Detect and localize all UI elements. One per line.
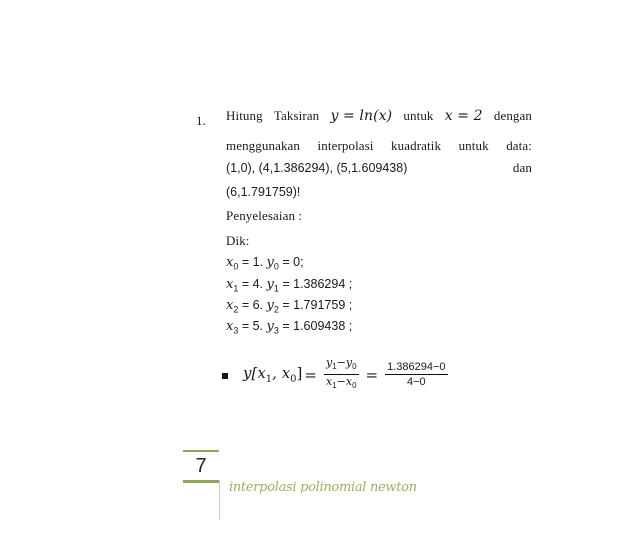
lhs-subscript-1: 1: [265, 374, 273, 386]
fraction-denominator: 4−0: [407, 376, 426, 389]
problem-line-2: [226, 138, 532, 154]
equals-sign: =: [365, 365, 379, 384]
y-symbol: y: [266, 277, 274, 292]
word: data:: [506, 138, 532, 153]
x-value: = 4.: [238, 277, 267, 291]
y-value: = 1.791759 ;: [278, 298, 353, 312]
page-number: 7: [195, 455, 207, 477]
lhs-bracket: ]: [296, 364, 303, 383]
x-symbol: x: [226, 277, 234, 292]
x-value: = 5.: [238, 319, 267, 333]
data-points-text: (1,0), (4,1.386294), (5,1.609438): [226, 161, 408, 175]
x-subscript: 0: [233, 261, 239, 272]
problem-line-3: [226, 160, 532, 176]
x-symbol: x: [226, 298, 234, 313]
y-subscript: 0: [273, 261, 279, 272]
x-symbol: x: [226, 255, 234, 270]
word: menggunakan: [226, 138, 301, 153]
x-subscript: 1: [233, 283, 239, 294]
known-point-3: [226, 318, 352, 336]
word: untuk: [403, 108, 434, 123]
equals-sign: =: [304, 365, 317, 384]
footer-divider: [219, 480, 220, 520]
word: dengan: [493, 108, 532, 123]
page-number-top-rule: [183, 450, 219, 452]
fraction-symbolic: [324, 356, 359, 393]
expression-y-ln-x: y = ln(x): [330, 108, 393, 124]
fraction-numerator: 1.386294−0: [387, 361, 446, 374]
problem-line-4: (6,1.791759)!: [226, 185, 301, 199]
fraction-denominator: [324, 375, 359, 393]
problem-line-1: [226, 108, 532, 124]
footer-title: interpolasi polinomial newton: [229, 480, 417, 495]
solution-label: Penyelesaian :: [226, 208, 303, 223]
den-sub-b: 0: [352, 381, 357, 391]
num-sub-a: 1: [332, 362, 337, 372]
formula-lhs: [243, 364, 302, 385]
y-value: = 0;: [278, 255, 304, 269]
problem-number: 1.: [196, 113, 206, 128]
x-value: = 1.: [238, 255, 267, 269]
lhs-text: y[x: [243, 364, 266, 383]
y-symbol: y: [266, 298, 274, 313]
word: Taksiran: [273, 108, 320, 123]
word: interpolasi: [317, 138, 374, 153]
page-number-bottom-rule: [183, 480, 219, 483]
x-value: = 6.: [238, 298, 267, 312]
known-point-2: [226, 297, 352, 315]
den-var-a: x: [325, 375, 333, 389]
y-symbol: y: [266, 255, 274, 270]
word: kuadratik: [391, 138, 442, 153]
fraction-numerator: [324, 356, 359, 375]
word: Hitung: [226, 108, 263, 123]
num-var-b: −y: [336, 356, 353, 369]
den-var-b: −x: [336, 375, 353, 389]
word: dan: [512, 160, 532, 175]
y-value: = 1.609438 ;: [278, 319, 353, 333]
fraction-numeric: [385, 360, 447, 389]
y-subscript: 1: [273, 283, 279, 294]
bullet-square-icon: [222, 373, 228, 379]
lhs-subscript-2: 0: [290, 374, 297, 386]
x-subscript: 2: [233, 304, 239, 315]
known-label: Dik:: [226, 233, 250, 248]
y-subscript: 3: [273, 325, 279, 336]
known-point-1: [226, 276, 352, 294]
y-subscript: 2: [273, 304, 279, 315]
den-sub-a: 1: [332, 381, 337, 391]
y-symbol: y: [266, 319, 274, 334]
lhs-middle: , x: [272, 364, 291, 383]
known-point-0: [226, 254, 304, 272]
y-value: = 1.386294 ;: [278, 277, 353, 291]
word: untuk: [458, 138, 489, 153]
expression-x-equals-2: x = 2: [444, 108, 483, 124]
num-var-a: y: [325, 356, 333, 369]
divided-difference-formula: [243, 356, 453, 393]
num-sub-b: 0: [352, 362, 357, 372]
x-subscript: 3: [233, 325, 239, 336]
x-symbol: x: [226, 319, 234, 334]
